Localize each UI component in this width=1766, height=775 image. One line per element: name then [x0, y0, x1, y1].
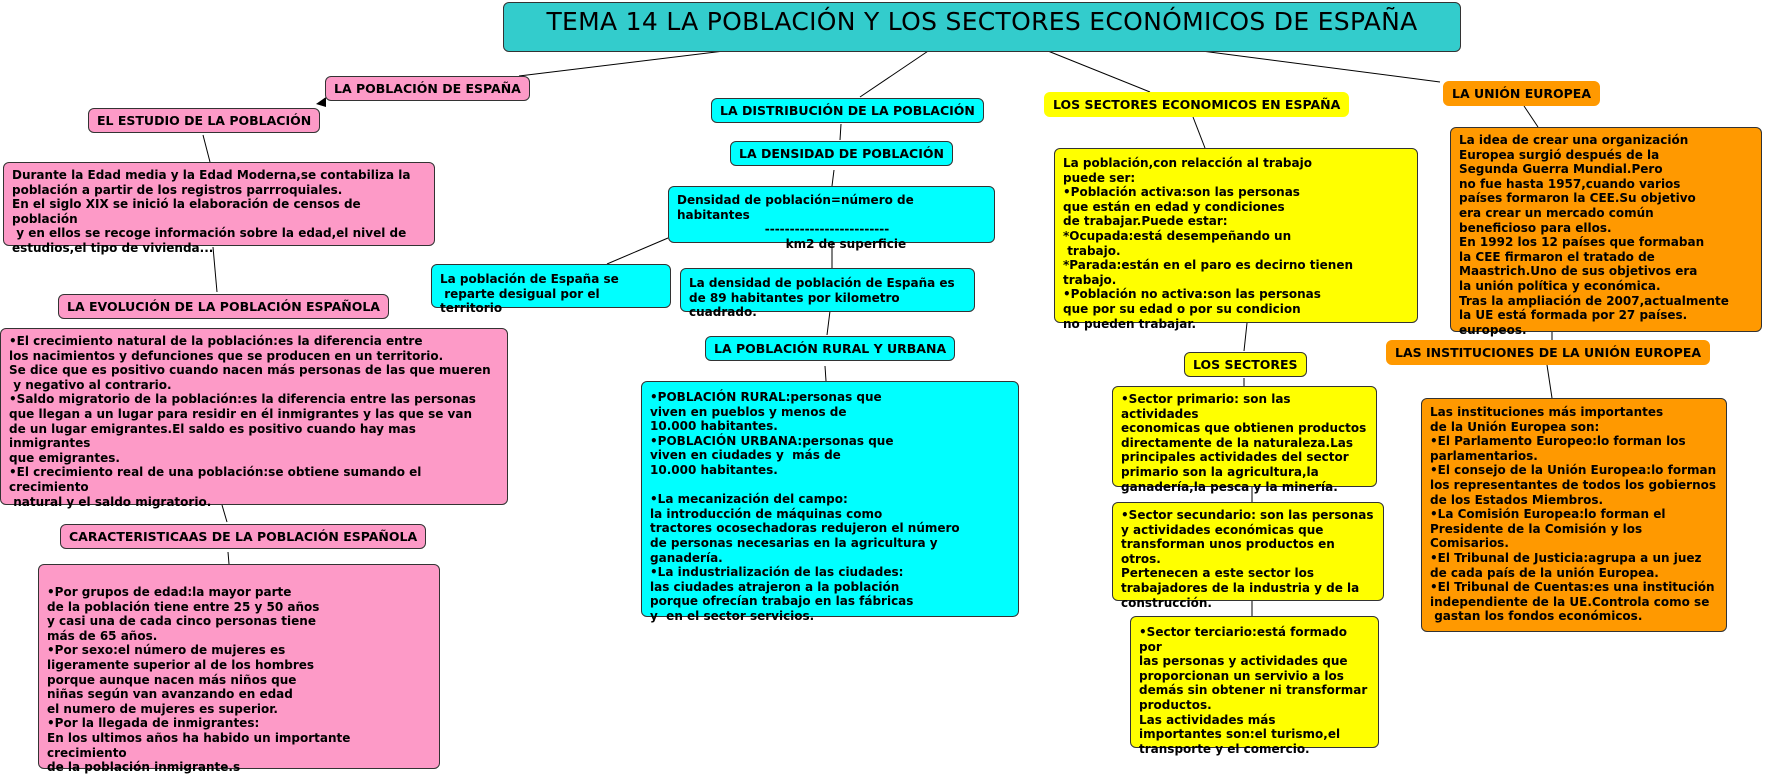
node-poblacion-trabajo: La población,con relacción al trabajo puede ser: •Población activa:son las personas que están en edad y condiciones de trabajar.Puede estar: *Ocupada:está desempeñando un trabajo. *Parada:están en el paro es decirno tienen trabajo. •Población no activa:son las personas que por su edad o por su condicion no pueden trabajar.: [1054, 148, 1418, 323]
node-sector-terciario: •Sector terciario:está formado por las personas y actividades que proporcionan un servivio a los demás sin obtener ni transformar productos. Las actividades más importantes son:el turismo,el transporte y el comercio.: [1130, 616, 1379, 748]
link-poblacion-sectores: [1244, 323, 1247, 351]
page-title: TEMA 14 LA POBLACIÓN Y LOS SECTORES ECONÓMICOS DE ESPAÑA: [503, 2, 1461, 52]
link-estudio: [203, 135, 210, 162]
node-union-europea[interactable]: LA UNIÓN EUROPEA: [1443, 81, 1600, 106]
link-instituciones-text: [1547, 365, 1552, 398]
node-rural-urbana[interactable]: LA POBLACIÓN RURAL Y URBANA: [705, 336, 955, 361]
node-evolucion-poblacion[interactable]: LA EVOLUCIÓN DE LA POBLACIÓN ESPAÑOLA: [58, 294, 389, 319]
node-caracteristicas-text: •Por grupos de edad:la mayor parte de la población tiene entre 25 y 50 años y casi una de cada cinco personas tiene más de 65 años. •Por sexo:el número de mujeres es ligeramente superior al de los hombres porque aunque nacen más niños que niñas según van avanzando en edad el numero de mujeres es superior. •Por la llegada de inmigrantes: En los ultimos años ha habido un importante crecimiento de la población inmigrante.s: [38, 564, 440, 769]
node-estudio-poblacion[interactable]: EL ESTUDIO DE LA POBLACIÓN: [88, 108, 320, 133]
node-estudio-text: Durante la Edad media y la Edad Moderna,se contabiliza la población a partir de los registros parrroquiales. En el siglo XIX se inició la elaboración de censos de población y en ellos se recoge información sobre la edad,el nivel de estudios,el tipo de vivienda...: [3, 162, 435, 246]
arrowhead-icon: [316, 97, 326, 107]
node-distribucion-poblacion[interactable]: LA DISTRIBUCIÓN DE LA POBLACIÓN: [711, 98, 984, 123]
node-los-sectores[interactable]: LOS SECTORES: [1184, 352, 1307, 377]
node-poblacion-espana[interactable]: LA POBLACIÓN DE ESPAÑA: [325, 76, 530, 101]
node-densidad-formula: Densidad de población=número de habitantes ------------------------- km2 de superficie: [668, 186, 995, 243]
link-formula-desigual: [607, 238, 668, 264]
node-sectores-economicos[interactable]: LOS SECTORES ECONOMICOS EN ESPAÑA: [1044, 92, 1349, 117]
node-densidad-desigual: La población de España se reparte desigual por el territorio: [431, 264, 671, 308]
link-evolucion: [213, 247, 217, 292]
node-sector-secundario: •Sector secundario: son las personas y actividades económicas que transforman unos productos en otros. Pertenecen a este sector los trabajadores de la industria y de la construcción.: [1112, 502, 1384, 601]
link-caracteristicas-text: [228, 552, 229, 564]
node-evolucion-text: •El crecimiento natural de la población:es la diferencia entre los nacimientos y defunciones que se producen en un territorio. Se dice que es positivo cuando nacen más personas de las que mueren y negativo al contrario. •Saldo migratorio de la población:es la diferencia entre las personas que llegan a un lugar para residir en él inmigrantes y las que se van de un lugar emigrantes.El saldo es positivo cuando hay mas inmigrantes que emigrantes. •El crecimiento real de una población:se obtiene sumando el crecimiento natural y el saldo migratorio.: [0, 328, 508, 505]
node-instituciones-text: Las instituciones más importantes de la Unión Europea son: •El Parlamento Europeo:lo forman los parlamentarios. •El consejo de la Unión Europea:lo forman los representantes de todos los gobiernos de los Estados Miembros. •La Comisión Europea:lo forman el Presidente de la Comisión y los Comisarios. •El Tribunal de Justicia:agrupa a un juez de cada país de la unión Europea. •El Tribunal de Cuentas:es una institución independiente de la UE.Controla como se gastan los fondos económicos.: [1421, 398, 1727, 632]
node-instituciones-union[interactable]: LAS INSTITUCIONES DE LA UNIÓN EUROPEA: [1386, 340, 1710, 365]
node-caracteristicas-poblacion[interactable]: CARACTERISTICAAS DE LA POBLACIÓN ESPAÑOLA: [60, 524, 426, 549]
link-rural-text: [825, 366, 826, 381]
node-densidad-poblacion[interactable]: LA DENSIDAD DE POBLACIÓN: [730, 141, 953, 166]
node-union-historia: La idea de crear una organización Europea surgió después de la Segunda Guerra Mundial.Pero no fue hasta 1957,cuando varios países formaron la CEE.Su objetivo era crear un mercado común beneficioso para ellos. En 1992 los 12 países que formaban la CEE firmaron el tratado de Maastrich.Uno de sus objetivos era la unión política y económica. Tras la ampliación de 2007,actualmente la UE está formada por 27 países. europeos.: [1450, 127, 1762, 332]
node-densidad-dato: La densidad de población de España es de 89 habitantes por kilometro cuadrado.: [680, 268, 975, 312]
link-sectores-poblacion: [1193, 117, 1205, 148]
node-rural-urbana-text: •POBLACIÓN RURAL:personas que viven en pueblos y menos de 10.000 habitantes. •POBLACIÓN URBANA:personas que viven en ciudades y más de 10.000 habitantes. •La mecanización del campo: la introducción de máquinas como tractores ocosechadoras redujeron el número de personas necesarias en la agricultura y ganadería. •La industrialización de las ciudades: las ciudades atrajeron a la población porque ofrecían trabajo en las fábricas y en el sector servicios.: [641, 381, 1019, 617]
link-dato-rural: [827, 311, 830, 335]
link-union-historia: [1524, 106, 1538, 127]
link-distribucion-densidad: [840, 124, 841, 140]
link-caracteristicas: [222, 505, 227, 522]
link-densidad-formula: [832, 170, 834, 186]
node-sector-primario: •Sector primario: son las actividades economicas que obtienen productos directamente de la naturaleza.Las principales actividades del sector primario son la agricultura,la ganadería,la pesca y la minería.: [1112, 386, 1377, 487]
